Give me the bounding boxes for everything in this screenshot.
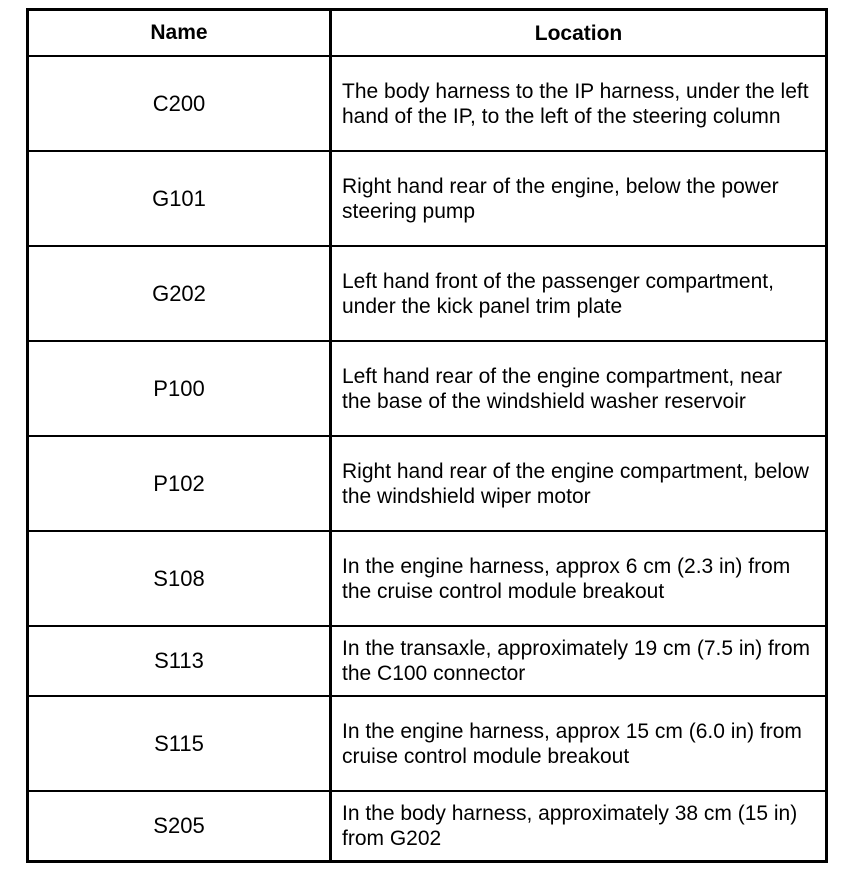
row-name: P100 bbox=[29, 342, 332, 435]
table-row bbox=[29, 625, 825, 695]
row-name: S205 bbox=[29, 792, 332, 860]
row-name: G101 bbox=[29, 152, 332, 245]
row-name: P102 bbox=[29, 437, 332, 530]
connector-location-table bbox=[26, 8, 828, 863]
table-row bbox=[29, 695, 825, 790]
table-row bbox=[29, 340, 825, 435]
row-location: In the body harness, approximately 38 cm (15 in) from G202 bbox=[342, 802, 798, 850]
table-row bbox=[29, 530, 825, 625]
row-name: G202 bbox=[29, 247, 332, 340]
row-location: Left hand rear of the engine compartment, near the base of the windshield washer reservoir bbox=[342, 364, 783, 413]
location-column-header: Location bbox=[534, 21, 623, 45]
row-location: In the engine harness, approx 15 cm (6.0 in) from cruise control module breakout bbox=[342, 719, 802, 768]
row-name: S108 bbox=[29, 532, 332, 625]
row-name: C200 bbox=[29, 57, 332, 150]
row-location: Left hand front of the passenger compartment, under the kick panel trim plate bbox=[342, 269, 774, 318]
table-row bbox=[29, 245, 825, 340]
table-row bbox=[29, 55, 825, 150]
row-location: Right hand rear of the engine, below the power steering pump bbox=[342, 174, 779, 223]
row-name: S115 bbox=[29, 697, 332, 790]
table-header-row bbox=[29, 11, 825, 55]
row-location: Right hand rear of the engine compartment, below the windshield wiper motor bbox=[342, 459, 809, 508]
table-row bbox=[29, 435, 825, 530]
row-location: In the transaxle, approximately 19 cm (7.5 in) from the C100 connector bbox=[342, 637, 811, 685]
name-column-header: Name bbox=[29, 11, 332, 55]
row-location: The body harness to the IP harness, under the left hand of the IP, to the left of the steering column bbox=[342, 79, 809, 128]
table-row bbox=[29, 150, 825, 245]
table-row bbox=[29, 790, 825, 860]
row-location: In the engine harness, approx 6 cm (2.3 in) from the cruise control module breakout bbox=[342, 554, 791, 603]
row-name: S113 bbox=[29, 627, 332, 695]
